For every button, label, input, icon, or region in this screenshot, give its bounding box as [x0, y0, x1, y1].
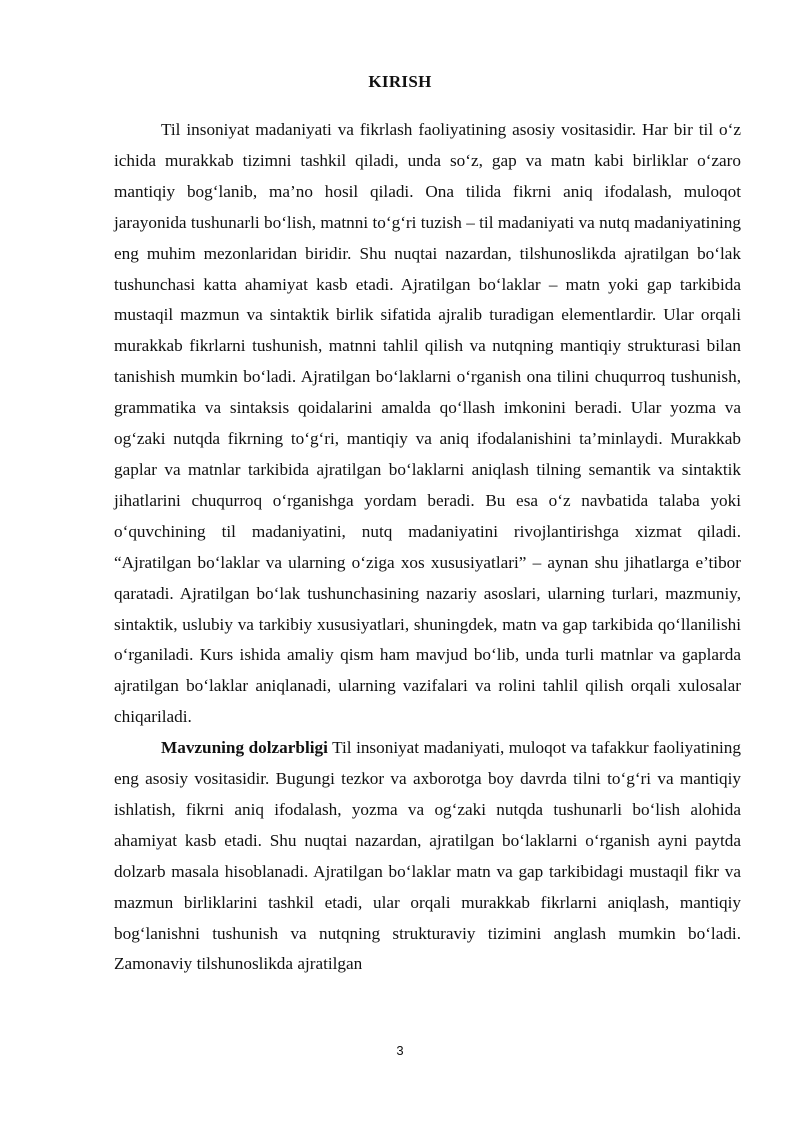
paragraph-relevance [114, 733, 741, 980]
paragraph-text: Til insoniyat madaniyati va fikrlash faoliyatining asosiy vositasidir. Har bir til o‘z ichida murakkab tizimni tashkil qiladi, unda so‘z, gap va matn kabi birliklar o‘zaro mantiqiy bog‘lanib, ma’no hosil qiladi. Ona tilida fikrni aniq ifodalash, muloqot jarayonida tushunarli bo‘lish, matnni to‘g‘ri tuzish – til madaniyati va nutq madaniyatining eng muhim mezonlaridan biridir. Shu nuqtai nazardan, tilshunoslikda ajratilgan bo‘lak tushunchasi katta ahamiyat kasb etadi. Ajratilgan bo‘laklar – matn yoki gap tarkibida mustaqil mazmun va sintaktik birlik sifatida ajralib turadigan elementlardir. Ular orqali murakkab fikrlarni tushunish, matnni tahlil qilish va nutqning mantiqiy strukturasi bilan tanishish mumkin bo‘ladi. Ajratilgan bo‘laklarni o‘rganish ona tilini chuqurroq tushunish, grammatika va sintaksis qoidalarini amalda qo‘llash imkonini beradi. Ular yozma va og‘zaki nutqda fikrning to‘g‘ri, mantiqiy va aniq ifodalanishini ta’minlaydi. Murakkab gaplar va matnlar tarkibida ajratilgan bo‘laklarni aniqlash tilning semantik va sintaktik jihatlarini chuqurroq o‘rganishga yordam beradi. Bu esa o‘z navbatida talaba yoki o‘quvchining til madaniyatini, nutq madaniyatini rivojlantirishga xizmat qiladi. “Ajratilgan bo‘laklar va ularning o‘ziga xos xususiyatlari” – aynan shu jihatlarga e’tibor qaratadi. Ajratilgan bo‘lak tushunchasining nazariy asoslari, ularning turlari, mazmuniy, sintaktik, uslubiy va tarkibiy xususiyatlari, shuningdek, matn va gap tarkibida qo‘llanilishi o‘rganiladi. Kurs ishida amaliy qism ham mavjud bo‘lib, unda turli matnlar va gaplarda ajratilgan bo‘laklar aniqlanadi, ularning vazifalari va rolini tahlil qilish orqali xulosalar chiqariladi. [114, 120, 741, 727]
section-title: KIRISH [368, 72, 432, 91]
paragraph-lead: Mavzuning dolzarbligi [161, 738, 328, 758]
body-text [114, 115, 741, 980]
page-number: 3 [396, 1043, 404, 1058]
paragraph-intro [114, 115, 741, 733]
paragraph-text: Til insoniyat madaniyati, muloqot va tafakkur faoliyatining eng asosiy vositasidir. Bugungi tezkor va axborotga boy davrda tilni to‘g‘ri va mantiqiy ishlatish, fikrni aniq ifodalash, yozma va og‘zaki nutqda tushunarli bo‘lish alohida ahamiyat kasb etadi. Shu nuqtai nazardan, ajratilgan bo‘laklarni o‘rganish ayni paytda dolzarb masala hisoblanadi. Ajratilgan bo‘laklar matn va gap tarkibidagi mustaqil fikr va mazmun birliklarini tashkil etadi, ular orqali murakkab fikrlarni aniqlash, mantiqiy bog‘lanishni tushunish va nutqning strukturaviy tizimini anglash mumkin bo‘ladi. Zamonaviy tilshunoslikda ajratilgan [114, 738, 741, 974]
